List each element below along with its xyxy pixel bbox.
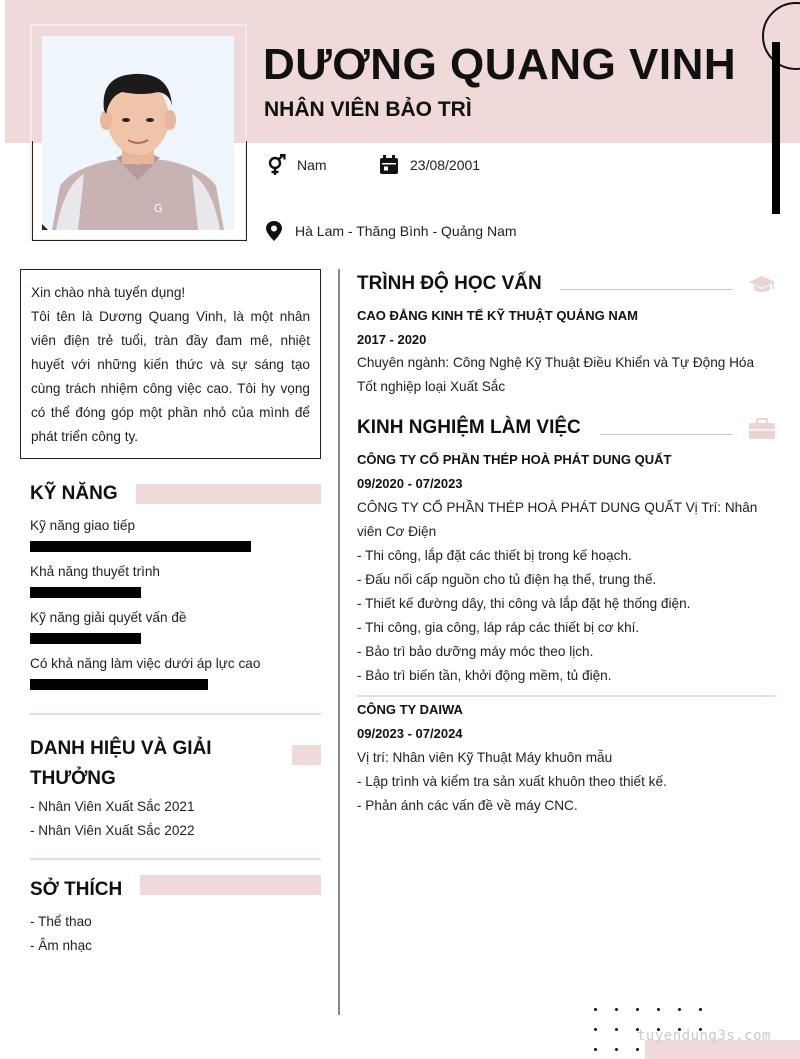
decorative-dot bbox=[615, 1048, 618, 1051]
list-item: - Thể thao bbox=[30, 914, 92, 929]
job-details bbox=[357, 496, 782, 688]
job-detail-line: - Phản ánh các vấn đề về máy CNC. bbox=[357, 798, 578, 813]
briefcase-icon bbox=[748, 418, 776, 440]
candidate-name: DƯƠNG QUANG VINH bbox=[263, 40, 737, 89]
gender-icon bbox=[265, 154, 287, 176]
decorative-dot bbox=[615, 1008, 618, 1011]
calendar-icon bbox=[378, 154, 400, 176]
job-title: NHÂN VIÊN BẢO TRÌ bbox=[264, 98, 472, 121]
hobbies-list bbox=[30, 910, 92, 958]
decorative-dot bbox=[657, 1008, 660, 1011]
list-item: - Nhân Viên Xuất Sắc 2022 bbox=[30, 823, 195, 838]
education-title-line bbox=[560, 289, 733, 290]
intro-body: Tôi tên là Dương Quang Vinh, là một nhân viên điện trẻ tuổi, tràn đầy đam mê, nhiệt huyết với những kiến thức và sự sáng tạo cùng trách nhiệm công việc cao. Tôi hy vọng có thể đóng góp một phần nhỏ của mình để phát triển công ty. bbox=[31, 309, 310, 444]
awards-list bbox=[30, 795, 195, 843]
job-detail-line: Vị trí: Nhân viên Kỹ Thuật Máy khuôn mẫu bbox=[357, 750, 613, 765]
hobbies-title-accent bbox=[140, 875, 321, 895]
decorative-vertical-bar bbox=[772, 42, 780, 214]
hobbies-title: SỞ THÍCH bbox=[30, 879, 123, 900]
skill-level-bar bbox=[30, 587, 141, 598]
job-detail-line: - Lập trình và kiểm tra sản xuất khuôn theo thiết kế. bbox=[357, 774, 667, 789]
photo-corner-mark bbox=[42, 224, 48, 230]
dob-info bbox=[378, 154, 480, 176]
job-divider bbox=[357, 695, 775, 697]
gender-value: Nam bbox=[297, 157, 327, 173]
education-period: 2017 - 2020 bbox=[357, 332, 427, 347]
section-divider bbox=[30, 713, 321, 715]
education-major: Chuyên ngành: Công Nghệ Kỹ Thuật Điều Khiển và Tự Động Hóa bbox=[357, 355, 755, 370]
list-item: - Nhân Viên Xuất Sắc 2021 bbox=[30, 799, 195, 814]
awards-title-line2: THƯỞNG bbox=[30, 768, 116, 789]
address-value: Hà Lam - Thăng Bình - Quảng Nam bbox=[295, 223, 517, 239]
job-detail-line: - Thi công, gia công, láp ráp các thiết bị cơ khí. bbox=[357, 620, 640, 635]
job-detail-line: CÔNG TY CỔ PHẦN THÉP HOÀ PHÁT DUNG QUẤT Vị Trí: Nhân viên Cơ Điện bbox=[357, 500, 758, 539]
job-detail-line: - Bảo trì bảo dưỡng máy móc theo lịch. bbox=[357, 644, 594, 659]
job-period: 09/2023 - 07/2024 bbox=[357, 726, 463, 741]
location-pin-icon bbox=[263, 220, 285, 242]
skills-title: KỸ NĂNG bbox=[30, 483, 118, 504]
intro-greeting: Xin chào nhà tuyển dụng! bbox=[31, 285, 186, 300]
profile-photo bbox=[42, 36, 234, 230]
education-result: Tốt nghiệp loại Xuất Sắc bbox=[357, 379, 506, 394]
intro-box bbox=[20, 269, 321, 459]
skills-title-accent bbox=[136, 484, 321, 504]
decorative-dot bbox=[615, 1028, 618, 1031]
awards-title-line1: DANH HIỆU VÀ GIẢI bbox=[30, 738, 212, 759]
school-name: CAO ĐẲNG KINH TẾ KỸ THUẬT QUẢNG NAM bbox=[357, 308, 638, 323]
decorative-dot bbox=[594, 1008, 597, 1011]
dob-value: 23/08/2001 bbox=[410, 157, 481, 173]
decorative-dot bbox=[636, 1048, 639, 1051]
job-period: 09/2020 - 07/2023 bbox=[357, 476, 463, 491]
decorative-dot bbox=[699, 1008, 702, 1011]
skill-label: Kỹ năng giải quyết vấn đề bbox=[30, 610, 187, 625]
skill-label: Kỹ năng giao tiếp bbox=[30, 518, 136, 533]
list-item: - Âm nhạc bbox=[30, 938, 92, 953]
skill-label: Khả năng thuyết trình bbox=[30, 564, 160, 579]
experience-title-line bbox=[600, 434, 733, 435]
company-name: CÔNG TY CỔ PHẦN THÉP HOÀ PHÁT DUNG QUẤT bbox=[357, 452, 672, 467]
column-divider bbox=[338, 269, 340, 1015]
skill-level-bar bbox=[30, 633, 141, 644]
decorative-dot bbox=[678, 1008, 681, 1011]
skill-level-bar bbox=[30, 541, 251, 552]
job-detail-line: - Thiết kế đường dây, thi công và lắp đặt hệ thống điện. bbox=[357, 596, 691, 611]
gender-info bbox=[265, 154, 327, 176]
awards-title-accent bbox=[292, 745, 321, 765]
decorative-dot bbox=[594, 1028, 597, 1031]
decorative-dot bbox=[594, 1048, 597, 1051]
experience-title: KINH NGHIỆM LÀM VIỆC bbox=[357, 417, 581, 438]
awards-title bbox=[30, 734, 212, 794]
svg-text:G: G bbox=[154, 202, 163, 215]
education-title: TRÌNH ĐỘ HỌC VẤN bbox=[357, 273, 542, 294]
job-details bbox=[357, 746, 782, 818]
job-detail-line: - Thi công, lắp đặt các thiết bị trong kế hoạch. bbox=[357, 548, 632, 563]
graduation-cap-icon bbox=[748, 273, 776, 295]
job-detail-line: - Bảo trì biến tần, khởi động mềm, tủ điện. bbox=[357, 668, 612, 683]
watermark: tuyendung3s.com bbox=[637, 1028, 771, 1044]
address-info bbox=[263, 220, 517, 242]
skill-level-bar bbox=[30, 679, 208, 690]
company-name: CÔNG TY DAIWA bbox=[357, 702, 463, 717]
section-divider bbox=[30, 858, 321, 860]
skill-label: Có khả năng làm việc dưới áp lực cao bbox=[30, 656, 261, 671]
job-detail-line: - Đấu nối cấp nguồn cho tủ điện hạ thế, trung thế. bbox=[357, 572, 657, 587]
decorative-dot bbox=[636, 1008, 639, 1011]
